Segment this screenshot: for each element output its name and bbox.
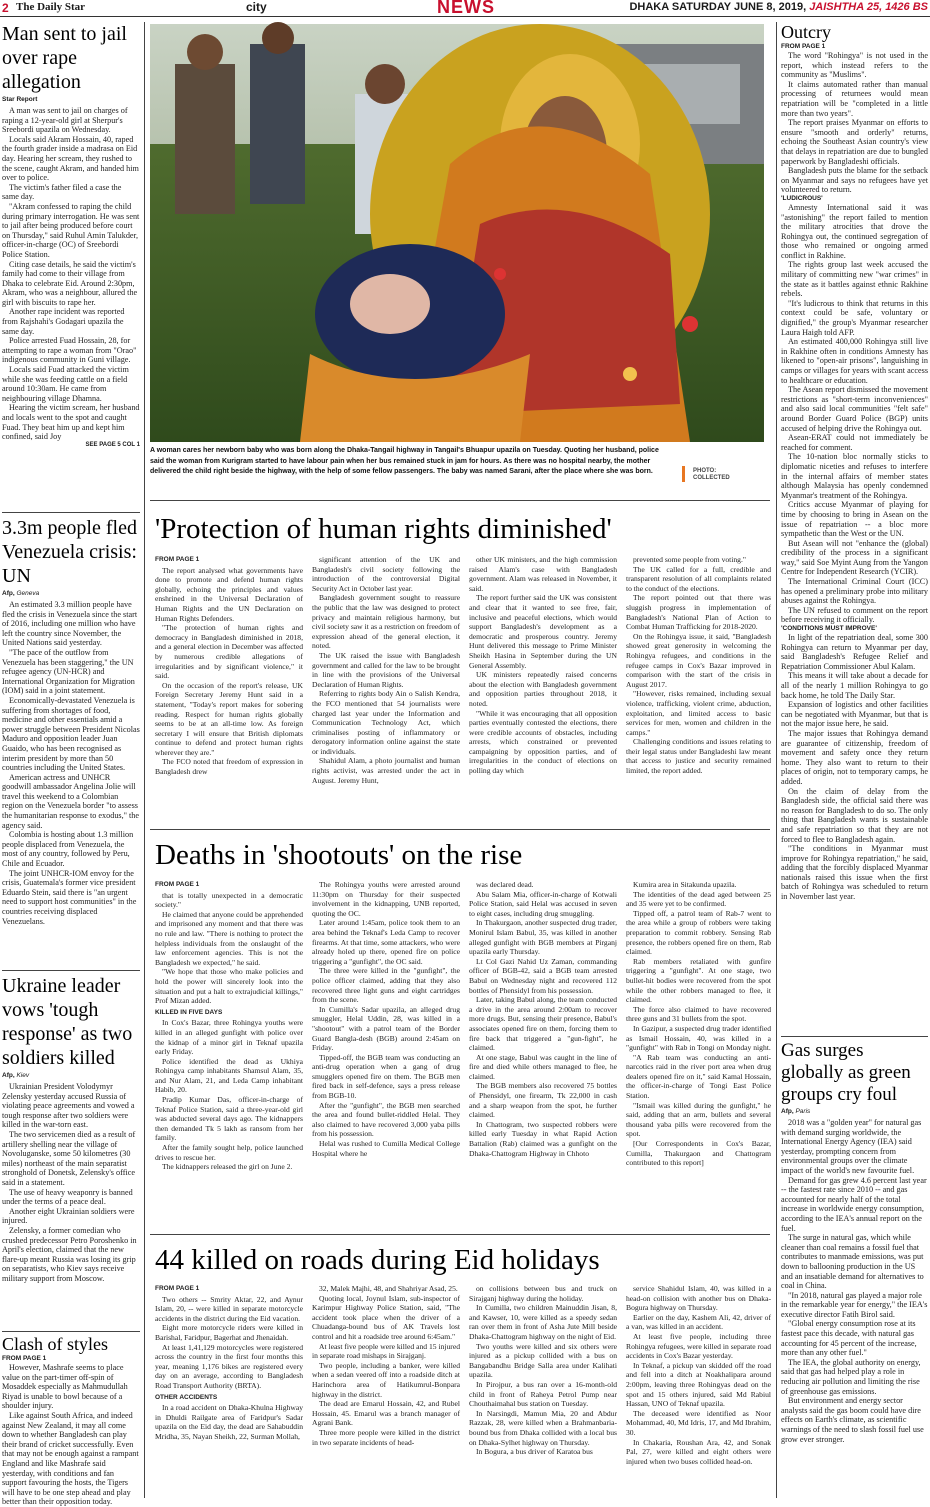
paragraph: However, Mashrafe seems to place value on the part-timer off-spin of Mosaddek especially as Mahmudullah Riyad is unable to bowl because of a shoulder injury. bbox=[2, 1363, 128, 1411]
paragraph: The report pointed out that there was sluggish progress in implementation of Bangladesh's National Plan of Action to Combat Human Trafficking for 2018-2020. bbox=[626, 593, 771, 632]
from-page-label: FROM PAGE 1 bbox=[2, 1355, 47, 1362]
paragraph: "A Rab team was conducting an anti-narcotics raid in the river port area when drug dealers opened fire on it," said Kamal Hossain, the officer-in-charge of Tongi East Police Station. bbox=[626, 1052, 771, 1101]
news-photo[interactable] bbox=[150, 24, 764, 442]
paragraph: significant attention of the UK and Bangladesh's civil society following the introduction of the controversial Digital Security Act in October last year. bbox=[312, 555, 460, 593]
paragraph: Police arrested Fuad Hossain, 28, for attempting to rape a woman from "Orao" indigenous community in Guni village. bbox=[2, 336, 137, 365]
photo-credit bbox=[693, 468, 730, 482]
paragraph: "Akram confessed to raping the child during primary interrogation. He was sent to jail after being produced before court on Thursday," said Ruhul Amin Talukder, officer-in-charge (OC) of Sreebordi Police Station. bbox=[2, 201, 140, 259]
paragraph: In Gazipur, a suspected drug trader identified as Ismail Hossain, 40, was killed in a "gunfight" with Rab in Tongi on Monday night. bbox=[626, 1023, 771, 1053]
subhead: OTHER ACCIDENTS bbox=[155, 1393, 218, 1401]
paragraph: Another rape incident was reported from Rajshahi's Godagari upazila the same day. bbox=[2, 307, 125, 336]
paragraph: The UK called for a full, credible and transparent resolution of all complaints related to the conduct of the elections. bbox=[626, 564, 771, 593]
divider bbox=[150, 1234, 770, 1235]
section-label: city bbox=[246, 0, 267, 14]
subhead: 'LUDICROUS' bbox=[781, 194, 823, 202]
dateline: Kiev bbox=[16, 1072, 30, 1079]
paragraph: The two servicemen died as a result of artillery shelling near the village of Novoluganske, some 50 kilometres (30 miles) northeast of the main separatist stronghold of Donetsk, Zelensky's office said in a statement. bbox=[2, 1129, 136, 1187]
article-body-cont bbox=[155, 1018, 303, 1172]
paragraph: Tipped off, a patrol team of Rab-7 went to the area while a group of robbers were taking preparation to commit robbery. Sensing Rab presence, the robbers opened fire on them, Rab claimed. bbox=[626, 908, 771, 957]
paragraph: After the "gunfight", the BGB men searched the area and found bullet-riddled Helal. They also claimed to have recovered 3,000 yaba pills from his possession. bbox=[312, 1100, 460, 1139]
shootouts-col-2 bbox=[312, 880, 460, 1230]
paragraph: "However, risks remained, including sexual violence, trafficking, violent crime, abduction, exploitation, and limited access to basic services for men, women and children in the camps." bbox=[626, 689, 771, 737]
paragraph: The word "Rohingya" is not used in the report, which instead refers to the community as "Muslims". bbox=[781, 51, 928, 80]
paragraph: The UK raised the issue with Bangladesh government and called for the law to be brought in line with the provisions of the Universal Declaration of Human Rights. bbox=[312, 650, 460, 689]
headline-human-rights[interactable]: 'Protection of human rights diminished' bbox=[155, 513, 612, 545]
divider bbox=[781, 1036, 928, 1037]
paragraph: Asean-ERAT could not immediately be reached for comment. bbox=[781, 433, 928, 452]
paragraph: On the occasion of the report's release, UK Foreign Secretary Jeremy Hunt said in a statement, "Today's report makes for sobering reading. Respect for human rights globally seems to be at an all-time low. As foreign secretary I will ensure that British diplomats continue to defend and protect human rights wherever they are." bbox=[155, 680, 303, 757]
paragraph: In Cox's Bazar, three Rohingya youths were killed in an alleged gunfight with police over the kidnap of a minor girl in Teknaf upazila early Friday. bbox=[155, 1018, 303, 1057]
divider bbox=[2, 512, 140, 513]
paragraph: Locals said Akram Hossain, 40, raped the fourth grader inside a madrasa on Eid day. Hearing her scream, they rushed to the scene, caught Akram, and handed him over to police. bbox=[2, 134, 139, 183]
paragraph: The report analysed what governments have done to promote and defend human rights globally, echoing the principles and values enshrined in the Universal Declaration of Human Rights and the UN Declaration on Human Rights Defenders. bbox=[155, 565, 303, 623]
human-rights-col-2 bbox=[312, 555, 460, 825]
subhead: 'CONDITIONS MUST IMPROVE' bbox=[781, 625, 877, 633]
paragraph: "Global energy consumption rose at its fastest pace this decade, with natural gas accounting for 45 percent of the increase, more than any other fuel." bbox=[781, 1319, 917, 1358]
masthead-logo: The Daily Star bbox=[16, 1, 86, 13]
paragraph: At one stage, Babul was caught in the line of fire and died while others managed to flee, he claimed. bbox=[469, 1052, 617, 1081]
story-outcry bbox=[781, 22, 928, 1034]
paragraph: Challenging conditions and issues relating to their legal status under Bangladeshi law meant that access to justice and security remained limited, the report added. bbox=[626, 737, 771, 776]
accent-bar bbox=[682, 466, 685, 482]
shootouts-col-1 bbox=[155, 880, 303, 1230]
dateline: Paris bbox=[795, 1108, 811, 1115]
roads-col-2 bbox=[312, 1284, 460, 1498]
paragraph: At least five people, including three Rohingya refugees, were killed in separate road accidents in Cox's Bazar yesterday. bbox=[626, 1331, 771, 1361]
divider bbox=[150, 500, 770, 501]
article-body bbox=[155, 891, 303, 1006]
paragraph: The rights group last week accused the military of committing new "war crimes" in the state as it battles against ethnic Rakhine rebels. bbox=[781, 260, 928, 299]
paragraph: Bangladesh puts the blame for the setback on Myanmar and says no refugees have yet volunteered to return. bbox=[781, 166, 928, 195]
byline bbox=[2, 590, 140, 597]
paragraph: Another eight Ukrainian soldiers were injured. bbox=[2, 1206, 135, 1226]
paragraph: At least five people were killed and 15 injured in separate road mishaps in Sirajganj. bbox=[312, 1341, 460, 1361]
divider bbox=[2, 1331, 140, 1332]
agency: Afp, bbox=[2, 590, 15, 597]
article-body-3 bbox=[781, 633, 928, 902]
byline bbox=[781, 1108, 928, 1115]
photo-mother-newborn-icon bbox=[150, 24, 764, 442]
paragraph: "In 2018, natural gas played a major role in the remarkable year for energy," the IEA's executive director Fatih Birol said. bbox=[781, 1290, 928, 1319]
paragraph: "The conditions in Myanmar must improve for Rohingya repatriation," he said, adding that the forcibly displaced Myanmar nationals raised this issue when the first batch of Rohingya was scheduled to return in November last year. bbox=[781, 844, 928, 902]
paragraph: Ukrainian President Volodymyr Zelensky yesterday accused Russia of violating peace agreements and vowed a tough response after two soldiers were killed in the war-torn east. bbox=[2, 1082, 135, 1130]
paragraph: In light of the repatriation deal, some 300 Rohingya can return to Myanmar per day, said Bangladesh's Refugee Relief and Repatriation Commissioner Abul Kalam. bbox=[781, 633, 928, 671]
page-number: 2 bbox=[2, 1, 9, 15]
headline[interactable]: 3.3m people fled Venezuela crisis: UN bbox=[2, 517, 137, 587]
article-body bbox=[2, 106, 140, 442]
paragraph: After the family sought help, police launched drives to rescue her. bbox=[155, 1143, 303, 1162]
from-page-label: FROM PAGE 1 bbox=[155, 881, 200, 888]
paragraph: other UK ministers, and the high commission raised Alam's case with Bangladesh government. Alam was released in November, it said. bbox=[469, 555, 617, 593]
story-venezuela bbox=[2, 516, 140, 968]
paragraph: Expansion of logistics and other facilities can be negotiated with Myanmar, but that is not the major issue here, he said. bbox=[781, 700, 928, 729]
paragraph: Like against South Africa, and indeed against New Zealand, it may all come down to whether Bangladesh can play their brand of cricket successfully. Even that may not be enough against a rampant England and like Mashrafe said yesterday, with conditions and fan support favouring the hosts, the Tigers will have to be one step ahead and play better than their opposition today. bbox=[2, 1410, 139, 1507]
dateline bbox=[629, 1, 928, 13]
paragraph: But Asean will not "enhance the (global) credibility of the process in a significant way," said Soe Myint Aung from the Yangon Centre for Independent Research (YCIR). bbox=[781, 538, 928, 577]
column-rule bbox=[144, 22, 145, 1498]
paragraph: "Ismail was killed during the gunfight," he said, adding that an arm, bullets and several thousand yaba pills were recovered from the spot. bbox=[626, 1100, 771, 1139]
paragraph: Zelensky, a former comedian who crushed predecessor Petro Poroshenko in April's election, claimed that the new flare-up meant Russia was losing its grip on separatists, who Kiev says receive military support from Moscow. bbox=[2, 1225, 137, 1283]
paragraph: In Cumilla, two children Mainuddin Jisan, 8, and Kawser, 10, were killed as a speedy sedan ran over them in front of Asha Jute Mill beside Dhaka-Chattogram highway on the night of Eid. bbox=[469, 1303, 617, 1341]
paragraph: The three were killed in the "gunfight", the police officer claimed, adding that they also recovered three light guns and eight cartridges from the scene. bbox=[312, 966, 460, 1005]
paragraph: In Cumilla's Sadar upazila, an alleged drug smuggler, Helal Uddin, 28, was killed in a "shootout" with a patrol team of the Border Guard Bangla-desh (BGB) around 2:45am on Friday. bbox=[312, 1004, 460, 1053]
paragraph: Three more people were killed in the district in two separate incidents of head- bbox=[312, 1427, 460, 1447]
paragraph: Locals said Fuad attacked the victim while she was feeding cattle on a field around 10:30am. He came from neighbouring village Dhamna. bbox=[2, 365, 129, 403]
column-rule bbox=[776, 22, 777, 1498]
paragraph: on collisions between bus and truck on Sirajganj highway during the holiday. bbox=[469, 1284, 617, 1303]
article-body bbox=[781, 1118, 928, 1444]
paragraph: The FCO noted that freedom of expression in Bangladesh drew bbox=[155, 757, 303, 777]
human-rights-col-3 bbox=[469, 555, 617, 825]
continued-jump[interactable]: SEE PAGE 5 COL 1 bbox=[85, 441, 140, 448]
paragraph: Citing case details, he said the victim's family had come to their village from Dhaka to celebrate Eid. Around 2:30pm, Akram, who was a neighbour, allured the girl with biscuits to rape her. bbox=[2, 259, 138, 307]
paragraph: "The protection of human rights and democracy in Bangladesh diminished in 2018, and a general election in December was affected by numerous credible allegations of irregularities and by significant violence," it said. bbox=[155, 623, 303, 681]
paragraph: Bangladesh government sought to reassure the public that the law was designed to protect privacy and maintain religious harmony, but civil society saw it as a restriction on freedom of expression ahead of the general election, it noted. bbox=[312, 593, 460, 651]
story-ukraine bbox=[2, 974, 140, 1329]
paragraph: Tipped-off, the BGB team was conducting an anti-drug operation when a gang of drug smugglers opened fire on them. The BGB men fired back in self-defence, says a press release from BGB-10. bbox=[312, 1052, 460, 1101]
paragraph: In a road accident on Dhaka-Khulna Highway in Dhuldi Railgate area of Faridpur's Sadar upazila on the Eid day, the dead are Sahabuddin Mridha, 35, Nayan Sheikh, 22, Surman Mollah, bbox=[155, 1403, 303, 1441]
paragraph: Two youths were killed and six others were injured as a pickup collided with a bus on Bangabandhu Bridge Salla area under Kalihati upazila. bbox=[469, 1341, 617, 1380]
roads-col-3 bbox=[469, 1284, 617, 1498]
headline[interactable]: Clash of styles bbox=[2, 1334, 108, 1354]
credit-name: COLLECTED bbox=[693, 475, 730, 481]
paragraph: The major issues that Rohingya demand are guarantee of citizenship, freedom of movement and safety once they return home. They also want to return to their places of origin, not to temporary camps, he added. bbox=[781, 728, 928, 786]
paragraph: The UN refused to comment on the report before receiving it officially. bbox=[781, 605, 928, 625]
paragraph: In Pirojpur, a bus ran over a 16-month-old child in front of Raheya Petrol Pump near Chouthaimahal bus station on Tuesday. bbox=[469, 1379, 617, 1409]
paragraph: The victim's father filed a case the same day. bbox=[2, 182, 122, 202]
paragraph: Abu Salam Mia, officer-in-charge of Kotwali Police Station, said Helal was accused in seven to eight cases, including drug smuggling. bbox=[469, 889, 617, 918]
paragraph: Kumira area in Sitakunda upazila. bbox=[633, 880, 737, 889]
paragraph: prevented some people from voting." bbox=[633, 555, 746, 564]
paragraph: Amnesty International said it was "astonishing" the report failed to mention the military atrocities that drove the Rohingya out, the continued segregation of those who remained or ongoing armed conflict in Rakhine. bbox=[781, 202, 928, 260]
paragraph: In Thakurgaon, another suspected drug trader, Monirul Islam Babul, 35, was killed in another alleged gunfight with BGB members at Pirganj upazila early Thursday. bbox=[469, 918, 617, 957]
shootouts-col-4 bbox=[626, 880, 771, 1230]
paragraph: The 10-nation bloc normally sticks to diplomatic niceties and refuses to interfere in the internal affairs of member states although Malaysia has openly condemned Myanmar's treatment of the Rohingya. bbox=[781, 452, 928, 500]
paragraph: American actress and UNHCR goodwill ambassador Angelina Jolie will travel this weekend to a Colombian region on the Venezuela border "to assess the humanitarian response to exodus," the agency said. bbox=[2, 772, 140, 830]
paragraph: An estimated 3.3 million people have fled the crisis in Venezuela since the start of 2016, including one million who have left the country since November, the United Nations said yesterday. bbox=[2, 600, 138, 648]
article-body bbox=[155, 566, 303, 777]
article-body bbox=[2, 1363, 140, 1507]
paragraph: Earlier on the day, Kashem Ali, 42, driver of a van, was killed in an accident. bbox=[626, 1312, 771, 1332]
paragraph: The force also claimed to have recovered three guns and 31 bullets from the spot. bbox=[626, 1004, 771, 1024]
paragraph: The report praises Myanmar on efforts to ensure "smooth and orderly" returns, echoing the Southeast Asian country's view that delays in repatriation are due to bungled paperwork by Bangladeshi officials. bbox=[781, 118, 928, 166]
byline: Star Report bbox=[2, 96, 38, 103]
headline[interactable]: Man sent to jail over rape allegation bbox=[2, 23, 127, 93]
story-man-sent-to-jail bbox=[2, 22, 140, 510]
date-main: DHAKA SATURDAY JUNE 8, 2019, bbox=[629, 1, 807, 13]
paragraph: The joint UNHCR-IOM envoy for the crisis, Guatemala's former vice president Eduardo Stein, said there is "an urgent need to support host communities" in the countries receiving displaced Venezuelans. bbox=[2, 868, 137, 926]
paragraph: Helal was rushed to Cumilla Medical College Hospital where he bbox=[312, 1139, 460, 1158]
agency: Afp, bbox=[2, 1072, 15, 1079]
news-label: NEWS bbox=[437, 0, 495, 17]
paragraph: The deceased were identified as Noor Mohammad, 40, Md Idris, 17, and Md Ibrahim, 30. bbox=[626, 1408, 771, 1437]
paragraph: "We hope that those who make policies and hold the power will sincerely look into the situation and put a halt to extrajudicial killings," Prof Mizan added. bbox=[155, 967, 303, 1006]
paragraph: Critics accuse Myanmar of playing for time by choosing to bring in Asean on the issue of repatriation -- a bloc more sympathetic than the West or the UN. bbox=[781, 500, 928, 539]
paragraph: In Chakaria, Roushan Ara, 42, and Sonak Pal, 27, were killed and eight others were injured when two buses collided head-on. bbox=[626, 1437, 771, 1466]
paragraph: Hearing the victim scream, her husband and locals went to the spot and caught Fuad. They beat him up and kept him confined, said Joy bbox=[2, 403, 140, 442]
paragraph: Two people, including a banker, were killed when a sedan veered off into a roadside ditch at Harinchora area of Hatikumrul-Bonpara highway in the district. bbox=[312, 1360, 460, 1399]
date-bangla: JAISHTHA 25, 1426 BS bbox=[809, 1, 928, 13]
paragraph: This means it will take about a decade for all of the nearly 1 million Rohingya to go back home, he told The Daily Star. bbox=[781, 671, 928, 700]
paragraph: was declared dead. bbox=[476, 880, 534, 889]
paragraph: 2018 was a "golden year" for natural gas with demand surging worldwide, the International Energy Agency (IEA) said yesterday, prompting concern from environmental groups over the climate impact of the world's new favourite fuel. bbox=[781, 1118, 922, 1175]
article-body bbox=[2, 600, 140, 926]
headline[interactable]: Ukraine leader vows 'tough response' as two soldiers killed bbox=[2, 975, 133, 1069]
from-page-label: FROM PAGE 1 bbox=[155, 1285, 200, 1292]
paragraph: A man was sent to jail on charges of raping a 12-year-old girl at Sherpur's Sreebordi upazila on Wednesday. bbox=[2, 106, 128, 135]
roads-col-4 bbox=[626, 1284, 771, 1498]
paragraph: The report further said the UK was consistent and clear that it wanted to see free, fair, inclusive and peaceful elections, which would support Bangladesh's development as a democratic and prosperous country. Jeremy Hunt delivered this message to Prime Minister Sheikh Hasina in September during the UN General Assembly. bbox=[469, 593, 617, 670]
paragraph: The kidnappers released the girl on June 2. bbox=[162, 1162, 293, 1172]
agency: Afp, bbox=[781, 1108, 794, 1115]
from-page-label: FROM PAGE 1 bbox=[781, 43, 826, 50]
human-rights-col-1 bbox=[155, 555, 303, 825]
paragraph: Two others -- Smrity Aktar, 22, and Aynur Islam, 20, -- were killed in separate motorcycle accidents in the district during the Eid vacation. bbox=[155, 1294, 303, 1323]
article-body-cont bbox=[155, 1403, 303, 1441]
paragraph: On the claim of delay from the Bangladesh side, the official said there was no reason for Bangladesh to do so. The only thing that Bangladesh wants is sustainable and safe repatriation so that they are not forced to flee to Bangladesh again. bbox=[781, 786, 928, 844]
paragraph: Pradip Kumar Das, officer-in-charge of Teknaf Police Station, said a three-year-old girl was abducted several days ago. The kidnappers then demanded Tk 5 lakh as ransom from her family. bbox=[155, 1095, 303, 1143]
paragraph: The identities of the dead aged between 25 and 35 were yet to be confirmed. bbox=[626, 889, 771, 909]
paragraph: The International Criminal Court (ICC) has opened a preliminary probe into military abuses against the Rohingya. bbox=[781, 577, 928, 606]
paragraph: Later around 1:45am, police took them to an area behind the Teknaf's Leda Camp to recover firearms. At that time, some attackers, who were already holed up there, opened fire on police triggering a "gunfight", the OC said. bbox=[312, 918, 460, 966]
paragraph: At least 1,41,129 motorcycles were registered across the country in the first four months this year, meaning 1,176 bikes are registered every day on an average, according to Bangladesh Road Transport Authority (BRTA). bbox=[155, 1342, 303, 1390]
paragraph: "The pace of the outflow from Venezuela has been staggering," the UN refugee agency (UN-HCR) and International Organization for Migration (IOM) said in a joint statement. bbox=[2, 647, 135, 696]
paragraph: 32, Malek Majhi, 48, and Shahriyar Asad, 25. bbox=[319, 1284, 458, 1293]
byline bbox=[2, 1072, 140, 1079]
headline[interactable]: Outcry bbox=[781, 22, 831, 42]
paragraph: that is totally unexpected in a democratic society." bbox=[155, 890, 303, 910]
paragraph: The use of heavy weaponry is banned under the terms of a peace deal. bbox=[2, 1187, 133, 1207]
paragraph: The surge in natural gas, which while cleaner than coal remains a fossil fuel that contributes to manmade emissions, was put down to ballooning production in the US and an insatiable demand for alternatives to coal in China. bbox=[781, 1233, 924, 1291]
paragraph: In Narsingdi, Mamun Mia, 20 and Abdur Razzak, 28, were killed when a Brahmanbaria-bound bus from Dhaka collided with a local bus on Dhaka-Sylhet highway on Thursday. bbox=[469, 1408, 617, 1447]
photo-caption: A woman cares her newborn baby who was born along the Dhaka-Tangail highway in Tangail's Bhuapur upazila on Tuesday. Quoting her husband, police said the woman from Kurigram started to have labour pain when her bus remained stuck in jam for hours. As there was no hospital nearby, the mother delivered the child right beside the highway, with the help of some fellow passengers. The baby was named Sarani, after the place where she was born. bbox=[150, 447, 659, 475]
story-gas-surges bbox=[781, 1040, 928, 1498]
human-rights-col-4 bbox=[626, 555, 771, 825]
paragraph: Quoting local, Joynul Islam, sub-inspector of Karimpur Highway Police Station, said, "The accident took place when the driver of a Chuadanga-bound bus of AK Travels lost control and hit a roadside tree around 6:45am." bbox=[312, 1293, 460, 1341]
paragraph: In Bogura, a bus driver of Karatoa bus bbox=[476, 1447, 593, 1457]
paragraph: In Teknaf, a pickup van skidded off the road and fell into a ditch at Noakhalipara around 2:00pm, leaving three Rohingyas dead on the spot and 15 others injured, said Md Rabiul Hassan, UNO of Teknaf upazila. bbox=[626, 1360, 771, 1409]
paragraph: "While it was encouraging that all opposition parties eventually contested the elections, there were credible accounts of obstacles, including arrests, which constrained or prevented campaigning by opposition parties, and of irregularities in the conduct of elections on polling day which bbox=[469, 708, 617, 776]
roads-col-1 bbox=[155, 1284, 303, 1498]
dateline: Geneva bbox=[16, 590, 40, 597]
article-body bbox=[781, 51, 928, 195]
headline-shootouts[interactable]: Deaths in 'shootouts' on the rise bbox=[155, 839, 523, 871]
credit-label: PHOTO: bbox=[693, 468, 717, 474]
paragraph: He claimed that anyone could be apprehended and imprisoned any moment and that there was no rule and law. "There is nothing to protect the helpless individuals from the onslaught of the law enforcement agencies. This is not the Bangladesh we expected," he said. bbox=[155, 909, 303, 967]
divider bbox=[2, 970, 140, 971]
paragraph: On the Rohingya issue, it said, "Bangladesh showed great generosity in welcoming the Rohingya refugees, and conditions in the refugee camps in Cox's Bazar improved in comparison with the start of the crisis in August 2017. bbox=[626, 631, 771, 689]
paragraph: The Asean report dismissed the movement restrictions as "short-term inconveniences" and also said local communities "felt safe" around Border Guard Police (BGP) units accused of helping drive the Rohingya out. bbox=[781, 385, 928, 433]
paragraph: An estimated 400,000 Rohingya still live in Rakhine often in conditions Amnesty has likened to "open-air prisons", languishing in camps or villages for years with scant access to healthcare or education. bbox=[781, 337, 928, 385]
paragraph: In Chattogram, two suspected robbers were killed early Tuesday in what Rapid Action Battalion (Rab) claimed was a gunfight on the Dhaka-Chattogram Highway in Chhoto bbox=[469, 1119, 617, 1158]
paragraph: Referring to rights body Ain o Salish Kendra, the FCO mentioned that 54 journalists were charged last year under the Information and Communication Technology Act, which criminalises posting of inflammatory or derogatory information online against the state or individuals. bbox=[312, 689, 460, 756]
article-body bbox=[155, 1295, 303, 1391]
divider bbox=[150, 829, 770, 830]
paragraph: It claims automated rather than manual processing of returnees would mean repatriation will be "completed in a little more than two years". bbox=[781, 79, 928, 118]
paragraph: "It's ludicrous to think that returns in this context could be safe, voluntary or dignified," the group's Myanmar researcher Laura Haigh told AFP. bbox=[781, 298, 928, 337]
paragraph: service Shahidul Islam, 40, was killed in a head-on collision with another bus on Dhaka-Bogura highway on Thursday. bbox=[626, 1284, 771, 1313]
paragraph: Eight more motorcycle riders were killed in Barishal, Faridpur, Bagerhat and Jhenaidah. bbox=[155, 1323, 303, 1342]
paragraph: The IEA, the global authority on energy, said that gas had helped play a role in reducing air pollution and limiting the rise of greenhouse gas emissions. bbox=[781, 1357, 921, 1396]
paragraph: The dead are Emarul Hossain, 42, and Rubel Hossain, 45. Emarul was a branch manager of Agrani Bank. bbox=[312, 1399, 460, 1428]
paragraph: Later, taking Babul along, the team conducted a drive in the area around 2:00am to recover more drugs. But, sensing their presence, Babul's associates opened fire on them, forcing them to fire back that triggered a "gun-fight", he claimed. bbox=[469, 995, 617, 1053]
article-body bbox=[2, 1082, 140, 1283]
from-page-label: FROM PAGE 1 bbox=[155, 556, 200, 563]
paragraph: Shahidul Alam, a photo journalist and human rights activist, was arrested under the act in August. Jeremy Hunt, bbox=[312, 756, 460, 785]
headline-road-deaths[interactable]: 44 killed on roads during Eid holidays bbox=[155, 1244, 600, 1276]
paragraph: Police identified the dead as Ukhiya Rohingya camp inhabitants Shamsul Alam, 35, and Nur Alam, 21, and Leda Camp inhabitant Habib, 20. bbox=[155, 1056, 303, 1095]
paragraph: Demand for gas grew 4.6 percent last year -- the fastest rate since 2010 -- and gas accounted for nearly half of the total increase in worldwide energy consumption, according to the IEA's annual report on the fuel. bbox=[781, 1175, 927, 1233]
paragraph: Colombia is hosting about 1.3 million people displaced from Venezuela, the most of any country, followed by Peru, Chile and Ecuador. bbox=[2, 830, 134, 869]
paragraph: The BGB members also recovered 75 bottles of Phensidyl, one firearm, Tk 22,000 in cash and a sharp weapon from the spot, he further claimed. bbox=[469, 1081, 617, 1120]
paragraph: But environment and energy sector analysts said the gas boom could have dire effects on Earth's climate, as scientific warnings of the need to slash fossil fuel use grow ever stronger. bbox=[781, 1396, 924, 1444]
paragraph: Economically-devastated Venezuela is suffering from shortages of food, medicine and other essentials amid a power struggle between President Nicolas Maduro and opposition leader Juan Guaido, who has been recognised as interim president by more than 50 countries including the United States. bbox=[2, 695, 140, 773]
page-header bbox=[0, 0, 930, 17]
article-body-2 bbox=[781, 203, 928, 625]
paragraph: Lt Col Gazi Nahid Uz Zaman, commanding officer of BGB-42, said a BGB team arrested Babul on Wednesday night and recovered 112 bottles of Phensidyl from his possession. bbox=[469, 956, 617, 995]
paragraph: The Rohingya youths were arrested around 11:30pm on Thursday for their suspected involvement in the kidnapping, UNB reported, quoting the OC. bbox=[312, 880, 460, 918]
shootouts-col-3 bbox=[469, 880, 617, 1230]
paragraph: Rab members retaliated with gunfire triggering a "gunfight". At one stage, two bullet-hit bodies were recovered from the spot while the other robbers managed to flee, it claimed. bbox=[626, 956, 771, 1005]
story-clash-of-styles bbox=[2, 1334, 140, 1507]
headline[interactable]: Gas surges globally as green groups cry foul bbox=[781, 1040, 911, 1105]
subhead: KILLED IN FIVE DAYS bbox=[155, 1008, 223, 1016]
paragraph: [Our Correspondents in Cox's Bazar, Cumilla, Thakurgaon and Chattogram contributed to this report] bbox=[626, 1139, 771, 1168]
paragraph: UK ministers repeatedly raised concerns about the election with Bangladesh government and opposition parties throughout 2018, it noted. bbox=[469, 670, 617, 708]
